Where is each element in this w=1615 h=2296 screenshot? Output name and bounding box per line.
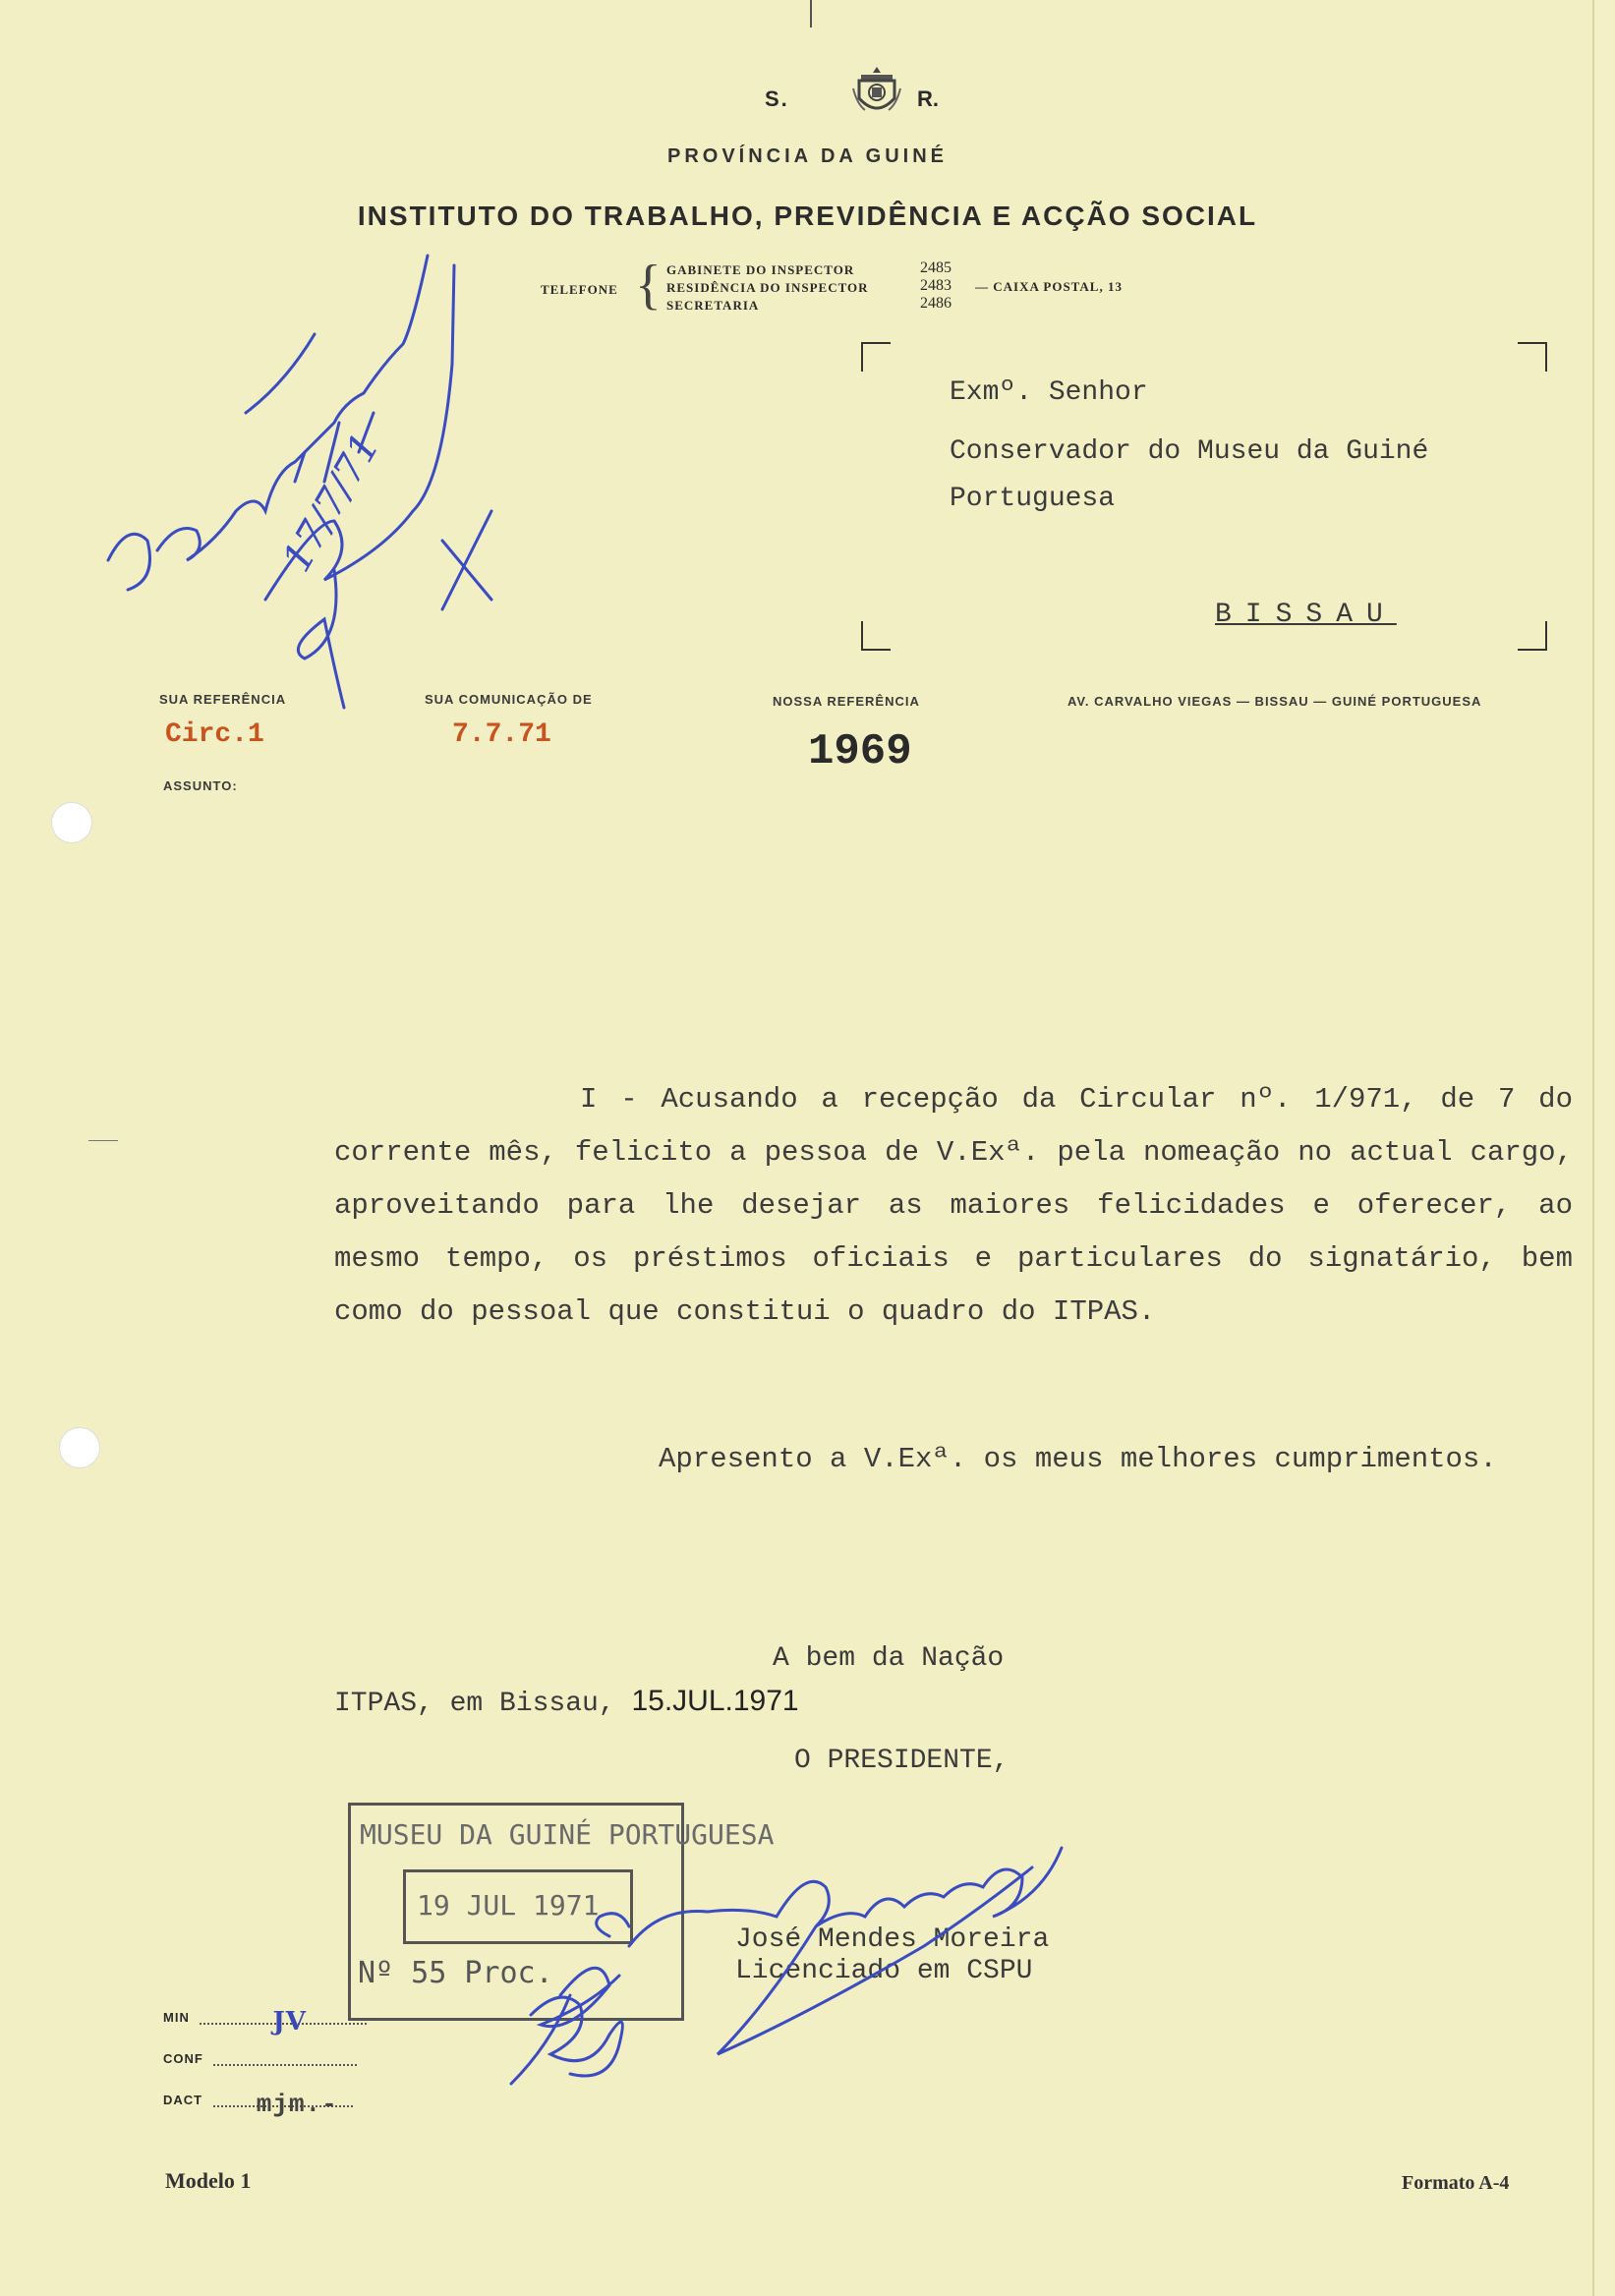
place-prefix: ITPAS, em Bissau, bbox=[334, 1689, 615, 1719]
phone-number: 2483 bbox=[920, 277, 952, 294]
province-title: PROVÍNCIA DA GUINÉ bbox=[667, 145, 948, 167]
sua-referencia-value: Circ.1 bbox=[165, 719, 264, 750]
body-paragraph: I - Acusando a recepção da Circular nº. 1/971, de 7 do corrente mês, felicito a pessoa de V.Exª. pela nomeação no actual cargo, aproveitando para lhe desejar as maiores felicidades e oferecer, ao mesmo tempo, os préstimos oficiais e particulares do signatário, bem como do pessoal que constitui o quadro do ITPAS. bbox=[334, 1083, 1573, 1328]
signatory-title: O PRESIDENTE, bbox=[794, 1746, 1009, 1776]
addressee-salutation: Exmº. Senhor bbox=[950, 377, 1148, 408]
window-corner-tl bbox=[861, 342, 891, 372]
nossa-referencia-label: NOSSA REFERÊNCIA bbox=[773, 694, 920, 709]
telefone-label: TELEFONE bbox=[541, 282, 618, 297]
closing-salutation: A bem da Nação bbox=[773, 1643, 1005, 1674]
addressee-line: Portuguesa bbox=[950, 484, 1116, 514]
date-stamp: 15.JUL.1971 bbox=[631, 1685, 799, 1717]
signatory-credential: Licenciado em CSPU bbox=[735, 1956, 1033, 1986]
sua-comunicacao-label: SUA COMUNICAÇÃO DE bbox=[425, 692, 593, 707]
fold-mark bbox=[88, 1140, 118, 1141]
handwritten-date: 17/7/71 bbox=[273, 426, 389, 580]
museum-initials bbox=[491, 1956, 649, 2094]
institute-address: AV. CARVALHO VIEGAS — BISSAU — GUINÉ PORTUGUESA bbox=[1067, 694, 1482, 709]
min-label: MIN bbox=[163, 2010, 190, 2025]
header-sr-right: R. bbox=[917, 86, 939, 111]
conf-field bbox=[163, 2048, 357, 2066]
phone-line: GABINETE DO INSPECTOR bbox=[666, 262, 855, 277]
stamp-title: MUSEU DA GUINÉ PORTUGUESA bbox=[360, 1818, 775, 1851]
modelo-label: Modelo 1 bbox=[165, 2168, 252, 2193]
dact-field bbox=[163, 2090, 353, 2119]
formato-label: Formato A-4 bbox=[1402, 2172, 1510, 2194]
nossa-referencia-value: 1969 bbox=[808, 727, 912, 776]
phone-number: 2486 bbox=[920, 295, 952, 312]
phone-numbers bbox=[920, 259, 952, 313]
phone-line: SECRETARIA bbox=[666, 298, 760, 313]
addressee-city: BISSAU bbox=[1215, 600, 1397, 630]
phone-lines bbox=[666, 261, 869, 315]
addressee-line: Conservador do Museu da Guiné bbox=[950, 436, 1429, 467]
dact-label: DACT bbox=[163, 2093, 203, 2107]
signatory-name: José Mendes Moreira bbox=[735, 1924, 1050, 1955]
caixa-postal: — CAIXA POSTAL, 13 bbox=[975, 279, 1123, 294]
place-date bbox=[334, 1685, 799, 1719]
sua-comunicacao-value: 7.7.71 bbox=[452, 719, 551, 750]
dact-line bbox=[213, 2090, 353, 2119]
window-corner-br bbox=[1518, 621, 1547, 651]
institute-title: INSTITUTO DO TRABALHO, PREVIDÊNCIA E ACÇÃO SOCIAL bbox=[357, 201, 1258, 231]
phone-number: 2485 bbox=[920, 259, 952, 276]
body-paragraph: Apresento a V.Exª. os meus melhores cumprimentos. bbox=[659, 1443, 1497, 1475]
window-corner-tr bbox=[1518, 342, 1547, 372]
fold-mark bbox=[810, 0, 812, 28]
punch-hole bbox=[59, 1427, 100, 1468]
assunto-label: ASSUNTO: bbox=[163, 778, 238, 793]
stamp-number: Nº 55 Proc. bbox=[358, 1956, 553, 1990]
coat-of-arms-icon bbox=[851, 65, 902, 120]
min-line bbox=[200, 2007, 367, 2037]
stamp-date: 19 JUL 1971 bbox=[417, 1889, 600, 1922]
min-initials: JV bbox=[272, 2007, 307, 2037]
sua-referencia-label: SUA REFERÊNCIA bbox=[159, 692, 287, 707]
min-field bbox=[163, 2007, 367, 2037]
header-sr-left: S. bbox=[765, 86, 789, 111]
conf-label: CONF bbox=[163, 2051, 203, 2066]
window-corner-bl bbox=[861, 621, 891, 651]
punch-hole bbox=[51, 802, 92, 843]
conf-line bbox=[213, 2048, 357, 2066]
handwritten-annotation bbox=[88, 226, 521, 737]
brace-icon: { bbox=[635, 255, 662, 316]
phone-line: RESIDÊNCIA DO INSPECTOR bbox=[666, 280, 869, 295]
dact-initials: mjm.- bbox=[256, 2090, 338, 2119]
